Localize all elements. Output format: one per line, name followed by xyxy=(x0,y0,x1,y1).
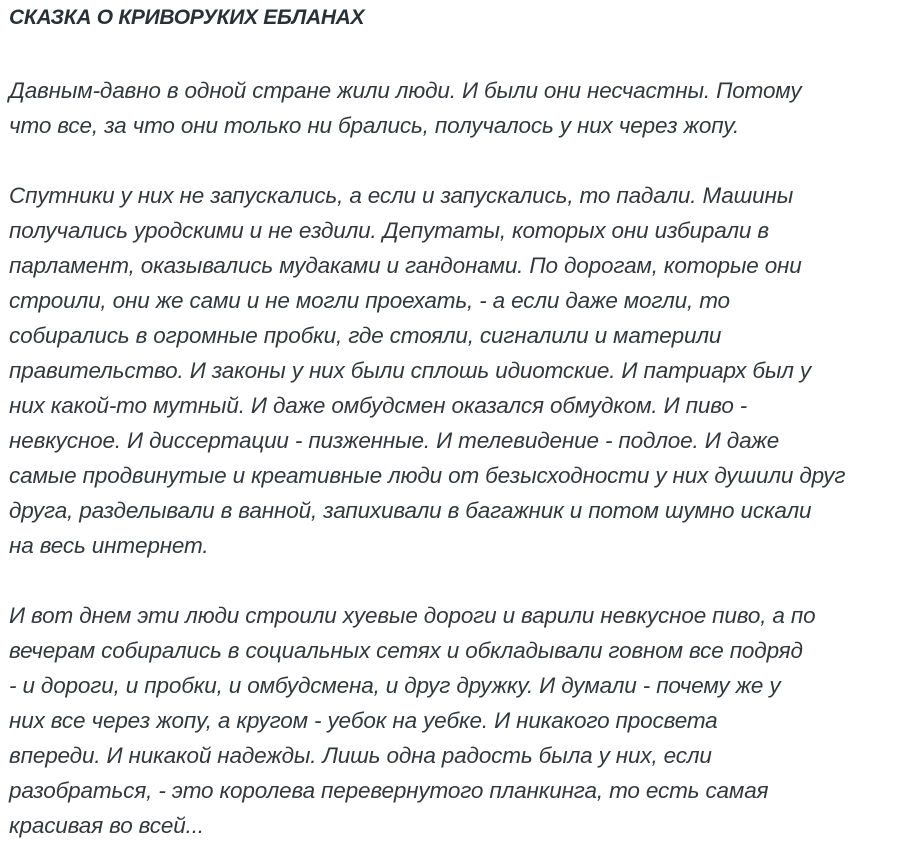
paragraph-line: И вот днем эти люди строили хуевые дороги и варили невкусное пиво, а по xyxy=(9,603,816,628)
paragraph-line: Спутники у них не запускались, а если и запускались, то падали. Машины xyxy=(9,183,794,208)
paragraph-line: них какой-то мутный. И даже омбудсмен оказался обмудком. И пиво - xyxy=(9,393,748,418)
paragraph-line: самые продвинутые и креативные люди от безысходности у них душили друг xyxy=(9,463,846,488)
paragraph-line: правительство. И законы у них были сплошь идиотские. И патриарх был у xyxy=(9,358,811,383)
paragraph-line: впереди. И никакой надежды. Лишь одна радость была у них, если xyxy=(9,743,712,768)
paragraph-line: друга, разделывали в ванной, запихивали в багажник и потом шумно искали xyxy=(9,498,812,523)
paragraph-line: парламент, оказывались мудаками и гандонами. По дорогам, которые они xyxy=(9,253,802,278)
paragraph-line: что все, за что они только ни брались, получалось у них через жопу. xyxy=(9,113,740,138)
paragraph-line: разобраться, - это королева перевернутого планкинга, то есть самая xyxy=(9,778,769,803)
paragraph-2 xyxy=(9,178,912,563)
paragraph-line: них все через жопу, а кругом - уебок на уебке. И никакого просвета xyxy=(9,708,718,733)
paragraph-line: на весь интернет. xyxy=(9,533,209,558)
paragraph-line: строили, они же сами и не могли проехать, - а если даже могли, то xyxy=(9,288,730,313)
paragraph-line: Давным-давно в одной стране жили люди. И были они несчастны. Потому xyxy=(9,78,802,103)
paragraph-1 xyxy=(9,73,912,143)
paragraph-line: вечерам собирались в социальных сетях и обкладывали говном все подряд xyxy=(9,638,803,663)
paragraph-line: получались уродскими и не ездили. Депутаты, которых они избирали в xyxy=(9,218,769,243)
paragraph-3 xyxy=(9,598,912,843)
paragraph-line: невкусное. И диссертации - пизженные. И телевидение - подлое. И даже xyxy=(9,428,780,453)
paragraph-line: собирались в огромные пробки, где стояли, сигналили и материли xyxy=(9,323,722,348)
article-title: СКАЗКА О КРИВОРУКИХ ЕБЛАНАХ xyxy=(9,6,365,29)
paragraph-line: красивая во всей... xyxy=(9,813,204,838)
paragraph-line: - и дороги, и пробки, и омбудсмена, и друг дружку. И думали - почему же у xyxy=(9,673,781,698)
